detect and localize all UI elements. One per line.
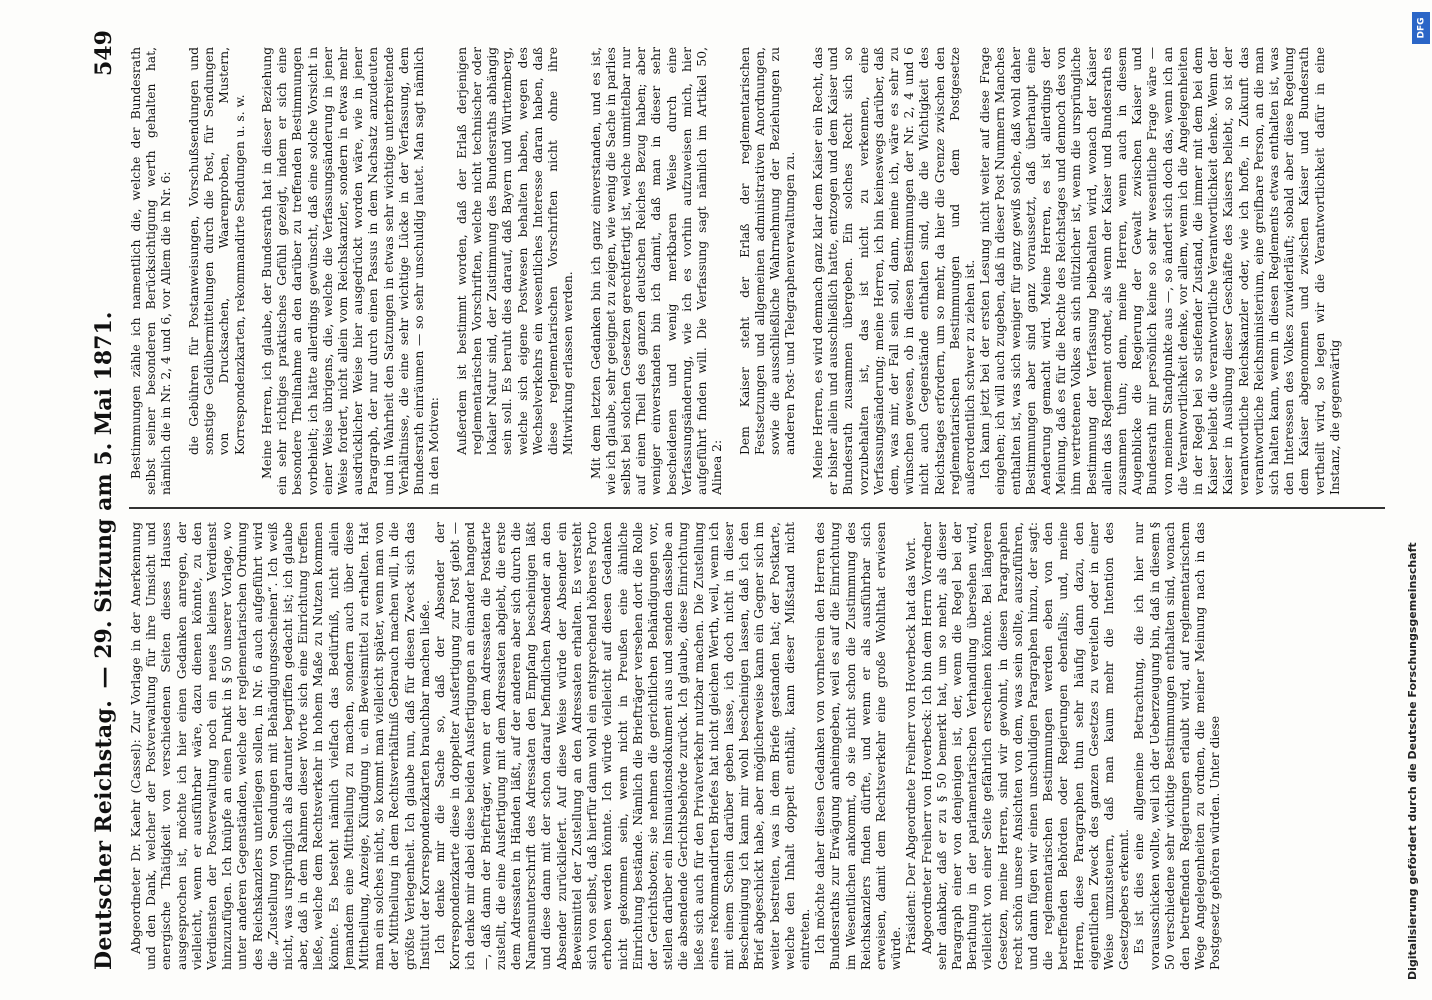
paragraph: Meine Herren, ich glaube, der Bundesrath hat in dieser Beziehung ein sehr richtiges praktisches Gefühl gezeigt, indem er sich eine besondere Theilnahme an den darüber zu treffenden Bestimmungen vorbehielt; ich hätte allerdings gewünscht, daß eine solche Vorsicht in einer Weise übrigens, die, welche die Verfassungsänderung in jener Weise fordert, nicht allein vom Reichskanzler, sondern in etwas mehr ausdrücklicher Weise hier ausgedrückt worden wäre, wie in jener Paragraph, der nur durch einen Passus in dem Nachsatz anzudeuten und in Wahrheit den Satzungen in etwas sehr wichtige unterbreitende Verhältnisse, die eine sehr wichtige Lücke in der Verfassung, dem Bundesrath einräumen — so sehr unschuldig lautet. Man sagt nämlich in den Motiven: [260, 47, 442, 495]
paragraph: Abgeordneter Freiherr von Hoverbeck: Ich bin dem Herrn Vorredner sehr dankbar, daß er zu § 50 bemerkt hat, um so mehr, als dieser Paragraph einer von denjenigen ist, der, wenn die Regel bei der Berathung in der parlamentarischen Verhandlung übersehen wird, vielleicht von einer Seite gefährlich erscheinen könnte. Bei längeren Gesetzen, meine Herren, sind wir gewohnt, in diesen Paragraphen recht schön unsere Ansichten von dem, was sein sollte, auszuführen, und dann fügen wir einen unschuldigen Paragraphen hinzu, der sagt: die reglementarischen Bestimmungen werden eben von den betreffenden Behörden oder Regierungen ebenfalls; und, meine Herren, diese Paragraphen thun sehr häufig dann dazu, den eigentlichen Zweck des ganzen Gesetzes zu vereiteln oder in einer Weise umzusteuern, daß man kaum mehr die Intention des Gesetzgebers erkennt. [919, 522, 1132, 970]
paragraph: Ich möchte daher diesen Gedanken von vornherein den Herren des Bundesraths zur Erwägung anheimgeben, weil es auf die Einrichtung im Wesentlichen ankommt, ob sie nicht schon die Zustimmung des Reichskanzlers finden dürfte, und wenn er als ausführbar sich erweisen, damit dem Rechtsverkehr eine große Wohlthat erwiesen würde. [813, 522, 904, 970]
paragraph: Bestimmungen zähle ich namentlich die, welche der Bundesrath selbst seiner besonderen Berücksichtigung werth gehalten hat, nämlich die in Nr. 2, 4 und 6, vor Allem die in Nr. 6: [129, 47, 174, 495]
paragraph: Abgeordneter Dr. Kaehr (Cassel): Zur Vorlage in der Anerkennung und den Dank, welcher der Postverwaltung für ihre Umsicht und energische Thätigkeit von verschiedenen Seiten dieses Hauses ausgesprochen ist, möchte ich hier einen Gedanken anregen, der vielleicht, wenn er ausführbar wäre, dazu dienen könnte, zu den Verdiensten der Postverwaltung noch ein neues kleines Verdienst hinzuzufügen. Ich knüpfe an einen Punkt in § 50 unserer Vorlage, wo unter anderen Gegenständen, welche der reglementarischen Ordnung des Reichskanzlers unterliegen sollen, in Nr. 6 auch aufgeführt wird die „Zustellung von Sendungen mit Behändigungsscheinen“. Ich weiß nicht, was ursprünglich als darunter begriffen gedacht ist; ich glaube aber, daß in dem Rahmen dieser Worte sich eine Einrichtung treffen ließe, welche dem Rechtsverkehr in hohem Maße zu Nutzen kommen könnte. Es besteht nämlich vielfach das Bedürfniß, nicht allein Jemandem eine Mittheilung zu machen, sondern auch über diese Mittheilung, Anzeige, Kündigung u. ein Beweismittel zu erhalten. Hat man ein solches nicht, so kommt man vielleicht später, wenn man von der Mittheilung in dem Rechtsverhältniß Gebrauch machen will, in die größte Verlegenheit. Ich glaube nun, daß für diesen Zweck sich das Institut der Korrespondenzkarten brauchbar machen ließe. [129, 522, 432, 970]
paragraph: Es ist dies eine allgemeine Betrachtung, die ich hier nur vorausschicken wollte, weil ich der Ueberzeugung bin, daß in diesem § 50 verschiedene sehr wichtige Bestimmungen enthalten sind, wonach den betreffenden Regierungen erlaubt wird, auf reglementarischem Wege Angelegenheiten zu ordnen, die meiner Meinung nach in das Postgesetz gehören würden. Unter diese [1132, 522, 1223, 970]
paragraph: Mit dem letzten Gedanken bin ich ganz einverstanden, und es ist, wie ich glaube, sehr geeignet zu zeigen, wie wenig die Sache in parlies selbst bei solchen Gesetzen gerechtfertigt ist, welche unmittelbar nur auf einen Theil des ganzen deutschen Reiches Bezug haben; aber weniger einverstanden bin ich damit, daß man in dieser sehr bescheidenen und wenig merkbaren Weise durch eine Verfassungsänderung, wie ich es vorhin aufzuweisen mich, hier aufgeführt finden will. Die Verfassung sagt nämlich im Artikel 50, Alinea 2: [588, 47, 725, 495]
column-divider [129, 507, 1385, 509]
quoted-clause: die Gebühren für Postanweisungen, Vorschußsendungen und sonstige Geldübermittelungen durch die Post, für Sendungen von Drucksachen, Waarenproben, Mustern, Korrespondenzkarten, rekommandirte Sendungen u. s. w. [186, 47, 247, 455]
rotated-page [85, 30, 1395, 970]
paragraph: Präsident: Der Abgeordnete Freiherr von Hoverbeck hat das Wort. [904, 537, 919, 954]
digitization-credit: Digitalisierung gefördert durch die Deutsche Forschungsgemeinschaft [1406, 542, 1419, 980]
right-column [129, 47, 1395, 495]
session-date: — 29. Sitzung am 5. Mai 1871. [91, 311, 117, 689]
page-number: 549 [91, 30, 117, 76]
dfg-logo: DFG [1412, 12, 1430, 44]
paragraph: Ich kann jetzt bei der ersten Lesung nicht weiter auf diese Frage eingehen; ich will auch zugeben, daß in dieser Post Nummern Manches enthalten ist, was sich weniger für ganz gewiß solche, daß wohl daher Bestimmungen aber sind ganz voraussetzt, daß überhaupt eine Aenderung gemacht wird. Meine Herren, es ist allerdings der Meinung, daß es für die Rechte des Reichstages und dennoch des von ihm vertretenen Volkes an sich nützlicher ist, wenn die ursprüngliche Bestimmung der Verfassung beibehalten wird, wonach der Kaiser allein das Reglement ordnet, als wenn der Kaiser und Bundesrath es zusammen thun; denn, meine Herren, wenn auch in diesem Augenblicke die Regierung der Gewalt zwischen Kaiser und Bundesrath mir persönlich keine so sehr wesentliche Frage wäre — von meinem Standpunkte aus —, so ändert sich doch das, wenn ich an die Verantwortlichkeit denke, vor allem, wenn ich die Angelegenheiten in der Regel bei so stiefender Zustand, die immer mit dem bei dem Kaiser beliebt die verantwortliche Verantwortlichkeit denke. Wenn der Kaiser in Ausübung dieser Geschäfte des Kaisers beliebt, so ist der verantwortliche Reichskanzler oder, wie ich hoffe, in Zukunft das verantwortliche Reichsministerium, eine greifbare Person, an die man sich halten kann, wenn in diesen Reglements etwas enthalten ist, was den Interessen des Volkes zuwiderläuft; sobald aber diese Regelung dem Kaiser abgenommen und zwischen Kaiser und Bundesrath vertheilt wird, so legen wir die Verantwortlichkeit dafür in eine Instanz, die gegenwärtig [978, 47, 1342, 495]
paragraph: Ich denke mir die Sache so, daß der Absender der Korrespondenzkarte diese in doppelter Ausfertigung zur Post giebt — ich denke mir dabei diese beiden Ausfertigungen an einander hangend —, daß dann der Briefträger, wenn er dem Adressaten die Postkarte zustellt, die eine Ausfertigung mit dem Adressaten abgiebt, die erste dem Adressaten in Händen läßt, auf der anderen aber sich durch die Namensunterschrift des Adressaten den Empfang bescheinigen läßt und diese dann mit der schon darauf befindlichen Absender an den Absender zurückliefert. Auf diese Weise würde der Absender ein Beweismittel der Zustellung an den Adressaten erhalten. Es versteht sich von selbst, daß hierfür dann wohl ein entsprechend höheres Porto erhoben werden könnte. Ich würde vielleicht auf diesen Gedanken nicht gekommen sein, wenn nicht in Preußen eine ähnliche Einrichtung bestände. Nämlich die Briefträger versehen dort die Rolle der Gerichtsboten; sie nehmen die gerichtlichen Behändigungen vor, stellen darüber ein Insinuationsdokument aus und senden dasselbe an die absendende Gerichtsbehörde zurück. Ich glaube, diese Einrichtung ließe sich auch für den Privatverkehr nutzbar machen. Die Zustellung eines rekommandirten Briefes hat nicht gleichen Werth, weil, wenn ich mit einem Schein darüber geben lasse, ich doch nicht in dieser Bescheinigung ich kann mir wohl bescheinigen lassen, daß ich den Brief abgeschickt habe, aber möglicherweise kann ein Gegner sich im weiter bestreiten, was in dem Briefe gestanden hat; der Postkarte, welche den Inhalt doppelt enthält, kann dieser Mißstand nicht eintreten. [433, 522, 812, 970]
quoted-clause: Außerdem ist bestimmt worden, daß der Erlaß derjenigen reglementarischen Vorschriften, welche nicht technischer oder lokaler Natur sind, der Zustimmung des Bundesraths abhängig sein soll. Es beruht dies darauf, daß Bayern und Württemberg, welche sich eigene Postwesen behalten haben, wegen des Wechselverkehrs ein wesentliches Interesse daran haben, daß diese reglementarischen Vorschriften nicht ohne ihre Mitwirkung erlassen werden. [454, 47, 576, 455]
quoted-clause: Dem Kaiser steht der Erlaß der reglementarischen Festsetzungen und allgemeinen administrativen Anordnungen, sowie die ausschließliche Wahrnehmung der Beziehungen zu anderen Post- und Telegraphenverwaltungen zu. [737, 47, 798, 455]
paragraph: Meine Herren, es wird demnach ganz klar dem Kaiser ein Recht, das er bisher allein und ausschließlich hatte, entzogen und dem Kaiser und Bundesrath zusammen übergeben. Ein solches Recht sich so vorzubehalten ist, das ist nicht zu verkennen, eine Verfassungsänderung; meine Herren, ich bin keineswegs darüber, daß dem, was mir, der Fall sein soll, dann, meine ich, wäre es sehr zu wünschen gewesen, ob in diesen Bestimmungen der Nr. 2, 4 und 6 nicht auch Gegenstände enthalten sind, die die Wichtigkeit des Reichstages erfordern, um so mehr, da hier die Grenze zwischen den reglementarischen Bestimmungen und dem Postgesetze außerordentlich schwer zu ziehen ist. [810, 47, 977, 495]
newspaper-page [85, 30, 1395, 970]
page-header [85, 30, 125, 970]
left-column [129, 522, 1395, 970]
publication-title: Deutscher Reichstag. [91, 699, 117, 970]
